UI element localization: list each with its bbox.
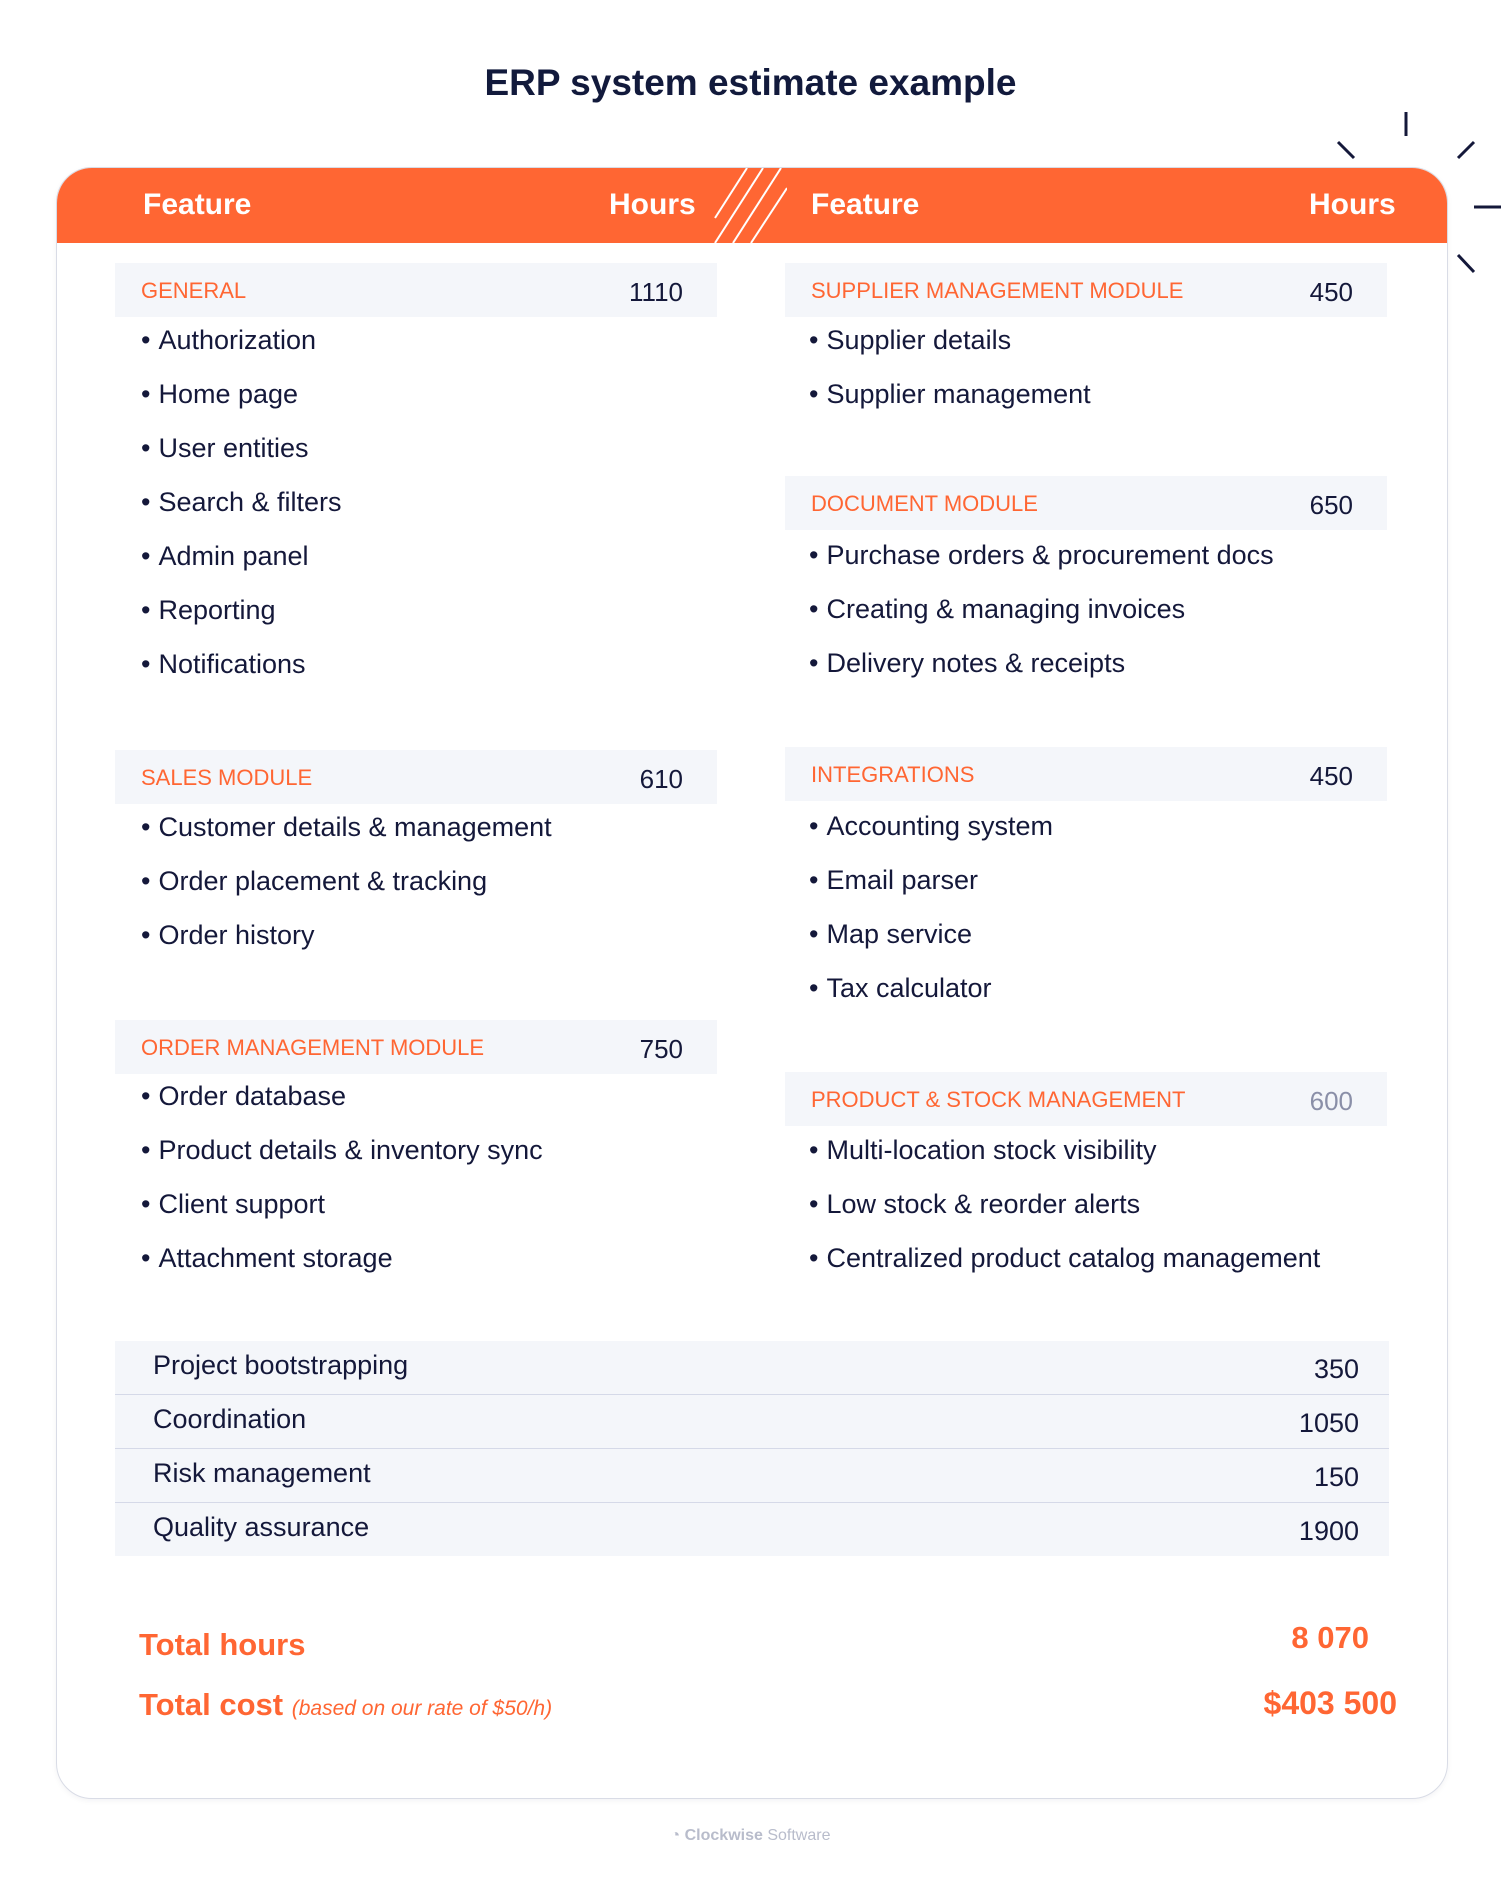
section-title: ORDER MANAGEMENT MODULE	[141, 1035, 485, 1060]
list-item: • Order history	[141, 920, 315, 950]
header-hours-right: Hours	[1309, 188, 1396, 221]
page-title: ERP system estimate example	[484, 62, 1017, 103]
section-title: SUPPLIER MANAGEMENT MODULE	[811, 278, 1184, 303]
list-item: • Map service	[809, 919, 972, 949]
list-item: • Supplier management	[809, 379, 1091, 409]
section-general-header	[115, 263, 717, 317]
list-item: • User entities	[141, 433, 309, 463]
list-item: • Client support	[141, 1189, 326, 1219]
section-title: GENERAL	[141, 278, 247, 303]
list-item: • Delivery notes & receipts	[809, 648, 1126, 678]
section-hours: 600	[1309, 1086, 1353, 1116]
section-hours: 750	[639, 1034, 683, 1064]
list-item: • Authorization	[141, 325, 317, 355]
list-item: • Order database	[141, 1081, 347, 1111]
list-item: • Purchase orders & procurement docs	[809, 540, 1274, 570]
total-cost-text: Total cost	[139, 1687, 284, 1722]
extra-row	[115, 1503, 1389, 1556]
section-product-stock-header	[785, 1072, 1387, 1126]
list-item: • Order placement & tracking	[141, 866, 488, 896]
clockwise-logo-icon: ◔	[670, 1827, 681, 1844]
list-item: • Product details & inventory sync	[141, 1135, 543, 1165]
extra-label: Project bootstrapping	[153, 1350, 409, 1380]
list-item: • Email parser	[809, 865, 978, 895]
total-cost-label	[139, 1687, 552, 1723]
table-header	[57, 168, 1447, 243]
list-item: • Creating & managing invoices	[809, 594, 1186, 624]
section-hours: 650	[1309, 490, 1353, 520]
section-hours: 610	[639, 764, 683, 794]
section-title: INTEGRATIONS	[811, 762, 975, 787]
section-title: PRODUCT & STOCK MANAGEMENT	[811, 1087, 1186, 1112]
brand-suffix: Software	[762, 1827, 831, 1844]
extra-hours: 350	[1313, 1354, 1359, 1384]
section-order-management-header	[115, 1020, 717, 1074]
estimate-card	[56, 167, 1448, 1799]
section-document-header	[785, 476, 1387, 530]
list-item: • Reporting	[141, 595, 276, 625]
list-item: • Supplier details	[809, 325, 1012, 355]
list-item: • Attachment storage	[141, 1243, 393, 1273]
section-sales-header	[115, 750, 717, 804]
extra-label: Risk management	[153, 1458, 371, 1488]
list-item: • Low stock & reorder alerts	[809, 1189, 1141, 1219]
section-integrations-header	[785, 747, 1387, 801]
total-hours-label: Total hours	[139, 1627, 306, 1662]
list-item: • Customer details & management	[141, 812, 552, 842]
brand-name: Clockwise	[684, 1827, 763, 1844]
list-item: • Search & filters	[141, 487, 342, 517]
list-item: • Accounting system	[809, 811, 1054, 841]
section-hours: 1110	[629, 277, 683, 307]
section-supplier-header	[785, 263, 1387, 317]
extra-hours: 150	[1313, 1462, 1359, 1492]
list-item: • Multi-location stock visibility	[809, 1135, 1157, 1165]
list-item: • Centralized product catalog management	[809, 1243, 1321, 1273]
extra-row	[115, 1449, 1389, 1504]
header-feature-right: Feature	[811, 188, 920, 221]
list-item: • Admin panel	[141, 541, 309, 571]
total-cost-value: $403 500	[1263, 1685, 1397, 1721]
extra-hours: 1900	[1298, 1516, 1359, 1546]
section-title: SALES MODULE	[141, 765, 313, 790]
total-cost-note: (based on our rate of $50/h)	[291, 1697, 553, 1720]
extra-row	[115, 1395, 1389, 1450]
extra-label: Quality assurance	[153, 1512, 370, 1542]
brand-footer	[0, 1827, 1501, 1845]
extra-hours: 1050	[1298, 1408, 1359, 1438]
list-item: • Tax calculator	[809, 973, 992, 1003]
total-hours-value: 8 070	[1291, 1620, 1369, 1655]
extra-row	[115, 1341, 1389, 1396]
section-title: DOCUMENT MODULE	[811, 491, 1038, 516]
extra-label: Coordination	[153, 1404, 307, 1434]
header-hours-left: Hours	[609, 188, 696, 221]
section-hours: 450	[1309, 277, 1353, 307]
section-hours: 450	[1309, 761, 1353, 791]
list-item: • Notifications	[141, 649, 306, 679]
list-item: • Home page	[141, 379, 299, 409]
header-feature-left: Feature	[143, 188, 252, 221]
hatch-divider	[707, 168, 787, 243]
